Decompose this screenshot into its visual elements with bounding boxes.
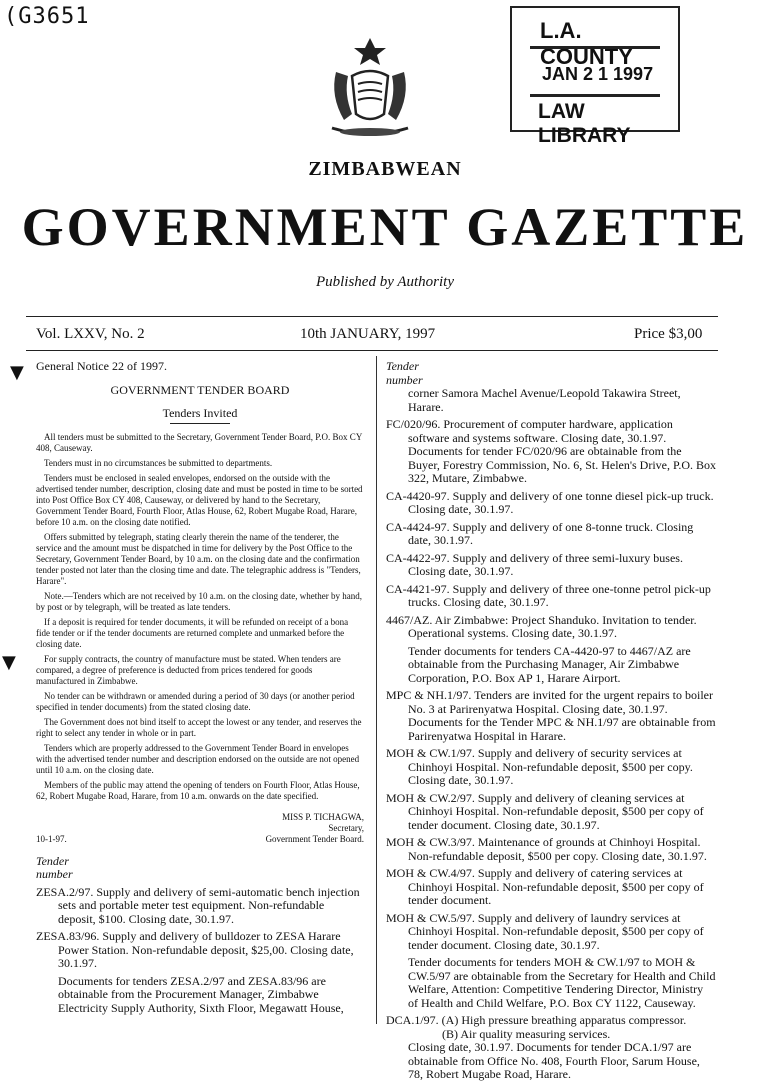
tender-continuation: corner Samora Machel Avenue/Leopold Takawira Street, Harare. [408,386,681,414]
tender-entry: MOH & CW.2/97. Supply and delivery of cleaning services at Chinhoyi Hospital. Non-refundable deposit, $500 per copy of tender document. Closing date, 30.1.97. [386,790,704,832]
instruction-paragraph: For supply contracts, the country of manufacture must be stated. When tenders are compared, a degree of preference is deducted from prices tendered for goods manufactured in Zimbabwe. [36,653,341,686]
tender-documents-note: Tender documents for tenders MOH & CW.1/97 to MOH & CW.5/97 are obtainable from the Secretary for Health and Child Welfare, Attention: Competitive Tendering Director, Ministry of Health and Child Welfare, P.O. Box CY 1122, Causeway. [408,955,716,1010]
instruction-paragraph: Tenders must in no circumstances be submitted to departments. [44,457,273,468]
stamp-rule [530,94,660,97]
stamp-line-county: L.A. COUNTY [540,18,633,69]
instruction-note: Note.—Tenders which are not received by 10 a.m. on the closing date, whether by hand, by post or by telegraph, will be treated as late tenders. [36,590,363,612]
tender-entry: ZESA.2/97. Supply and delivery of semi-automatic bench injection sets and portable meter test equipment. Non-refundable deposit, $100. Closing date, 30.1.97. [36,884,360,926]
instruction-paragraph: The Government does not bind itself to accept the lowest or any tender, and reserves the right to select any tender in whole or in part. [36,716,362,738]
instruction-paragraph: If a deposit is required for tender documents, it will be refunded on receipt of a bona fide tender or if the tender documents are returned complete and unmarked before the closing date. [36,616,349,649]
issue-price: Price $3,00 [634,326,703,342]
tender-documents-note: Documents for tenders ZESA.2/97 and ZESA.83/96 are obtainable from the Procurement Manager, Zimbabwe Electricity Supply Authority, Sixth Floor, Megawatt House, [58,973,344,1015]
tender-number-heading: Tender [36,853,69,868]
bottom-rule [26,350,718,351]
issue-date: 10th JANUARY, 1997 [300,326,436,342]
library-stamp [510,6,680,147]
board-heading: GOVERNMENT TENDER BOARD [110,382,290,397]
tender-number-heading: number [386,372,423,387]
instruction-paragraph: No tender can be withdrawn or amended during a period of 30 days (or another period specified in tender documents) from the stated closing date. [36,690,355,712]
tender-documents-note: Tender documents for tenders CA-4420-97 to 4467/AZ are obtainable from the Purchasing Manager, Air Zimbabwe Corporation, P.O. Box AP 1, Harare Airport. [408,643,691,685]
stamp-line-library: LAW LIBRARY [538,100,631,147]
tender-entry: CA-4420-97. Supply and delivery of one tonne diesel pick-up truck. Closing date, 30.1.97. [386,488,714,516]
tender-entry: MOH & CW.3/97. Maintenance of grounds at Chinhoyi Hospital. Non-refundable deposit, $500 per copy. Closing date, 30.1.97. [386,835,707,863]
tender-entry: CA-4422-97. Supply and delivery of three semi-luxury buses. Closing date, 30.1.97. [386,550,683,578]
notice-date: 10-1-97. [36,833,67,844]
top-rule [26,316,718,317]
tender-entry: CA-4424-97. Supply and delivery of one 8-tonne truck. Closing date, 30.1.97. [386,519,694,547]
tender-entry: CA-4421-97. Supply and delivery of three one-tonne petrol pick-up trucks. Closing date, 30.1.97. [386,581,711,609]
tender-entry: MOH & CW.1/97. Supply and delivery of security services at Chinhoyi Hospital. Non-refundable deposit, $500 per copy. Closing date, 30.1.97. [386,746,693,787]
tender-entry-part: (B) Air quality measuring services. [442,1026,611,1041]
handwritten-reference: (G3651 [4,4,90,29]
tender-entry: ZESA.83/96. Supply and delivery of bulldozer to ZESA Harare Power Station. Non-refundable deposit, $25,00. Closing date, 30.1.97. [36,929,354,970]
tender-number-heading: Tender [386,359,419,373]
tender-entry: MOH & CW.4/97. Supply and delivery of catering services at Chinhoyi Hospital. Non-refundable deposit, $500 per copy of tender document. [386,866,704,907]
signatory-office: Government Tender Board. [265,833,364,844]
masthead-title: GOVERNMENT GAZETTE [21,197,749,257]
margin-mark: ▼ [2,652,16,673]
right-column [386,360,716,1082]
issue-volume: Vol. LXXV, No. 2 [36,326,145,342]
instruction-paragraph: Members of the public may attend the opening of tenders on Fourth Floor, Atlas House, 62, Robert Mugabe Road, Harare, from 10 a.m. onwards on the date specified. [36,779,360,801]
coat-of-arms-emblem [322,36,418,144]
tender-entry: MPC & NH.1/97. Tenders are invited for the urgent repairs to boiler No. 3 at Parirenyatwa Hospital. Closing date, 30.1.97. Documents for the Tender MPC & NH.1/97 are obtainable from Parirenyatwa Hospital in Harare. [386,688,716,743]
tender-entry: 4467/AZ. Air Zimbabwe: Project Shanduko. Invitation to tender. Operational systems. Closing date, 30.1.97. [386,612,697,640]
tender-entry: MOH & CW.5/97. Supply and delivery of laundry services at Chinhoyi Hospital. Non-refundable deposit, $500 per copy of tender document. Closing date, 30.1.97. [386,910,704,952]
tender-entry: DCA.1/97. (A) High pressure breathing apparatus compressor. [386,1013,687,1027]
column-divider [376,356,377,1024]
tenders-invited-heading: Tenders Invited [162,406,238,420]
instruction-paragraph: Tenders which are properly addressed to the Government Tender Board in envelopes with the advertised tender number and description endorsed on the outside are not opened until 10 a.m. on the closing date. [36,742,360,775]
tender-number-heading: number [36,867,73,881]
instruction-paragraph: All tenders must be submitted to the Secretary, Government Tender Board, P.O. Box CY 408, Causeway. [36,431,362,453]
heading-underline [170,423,230,424]
signatory-title: Secretary, [328,822,364,833]
notice-number: General Notice 22 of 1997. [36,359,167,373]
left-column [36,360,364,1015]
margin-mark: ▼ [10,362,24,383]
masthead-subtitle: Published by Authority [315,274,455,290]
tender-documents-note: Closing date, 30.1.97. Documents for tender DCA.1/97 are obtainable from Office No. 408, Fourth Floor, Sarum House, 78, Robert Mugabe Road, Harare. [408,1040,700,1081]
stamp-rule [530,46,660,49]
instruction-paragraph: Offers submitted by telegraph, stating clearly therein the name of the tenderer, the service and the amount must be dispatched in time for delivery by the Post Office to the Secretary, Government Tender Board, by 10 a.m. on the closing date and the confirmation tender posted not later than the closing time and date. The telegraphic address is "Tenders, Harare". [36,531,361,586]
instruction-paragraph: Tenders must be enclosed in sealed envelopes, endorsed on the outside with the advertised tender number, description, closing date and must be posted in time to be sorted into Post Office Box CY 408, Causeway, or delivered by hand to the Secretary, Government Tender Board, Fourth Floor, Atlas House, 62, Robert Mugabe Road, Harare, before 10 a.m. on the closing date notified. [36,472,363,527]
stamp-line-date: JAN 2 1 1997 [542,64,654,84]
tender-entry: FC/020/96. Procurement of computer hardware, application software and systems software. Closing date, 30.1.97. Documents for tender FC/020/96 are obtainable from the Buyer, Forestry Commission, No. 6, St. Helen's Drive, P.O. Box 322, Mutare, Zimbabwe. [386,417,717,485]
masthead-country: ZIMBABWEAN [308,158,462,180]
signatory-name: MISS P. TICHAGWA, [282,811,364,822]
